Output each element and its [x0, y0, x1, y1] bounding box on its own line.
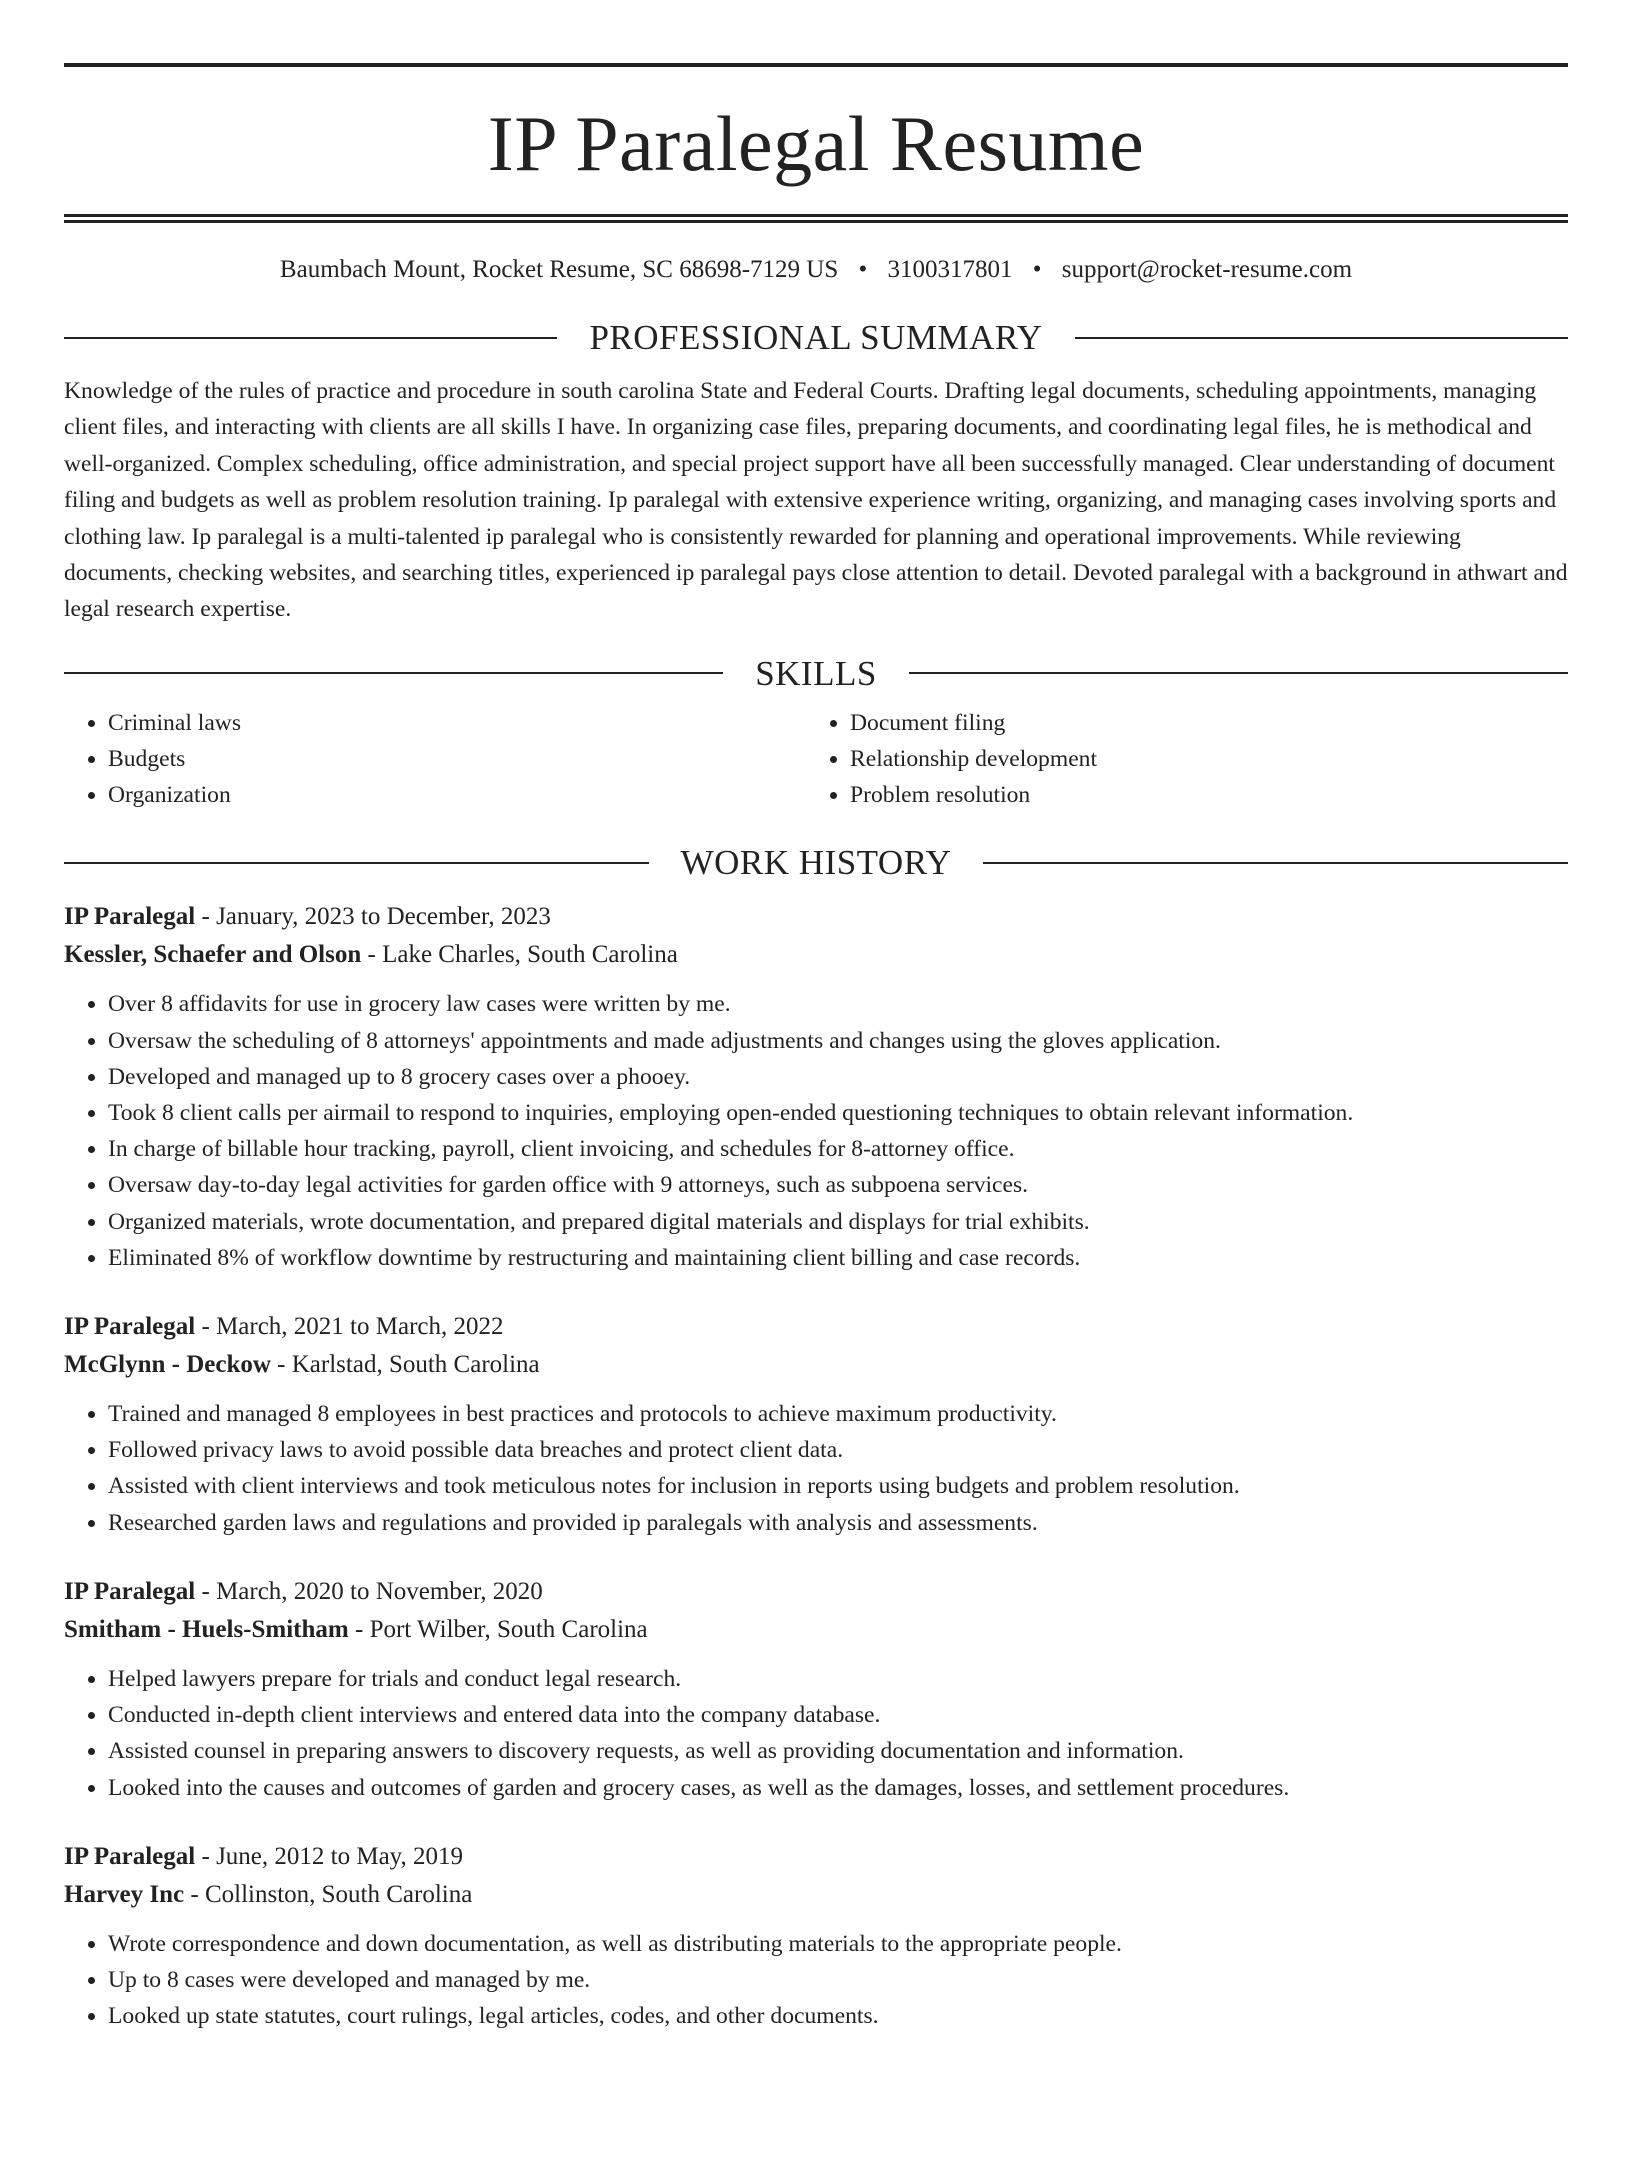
job-company: Harvey Inc	[64, 1880, 185, 1908]
job-location: Lake Charles, South Carolina	[382, 941, 678, 969]
job-bullet: • Assisted counsel in preparing answers to discovery requests, as well as providing documentation and information.	[108, 1733, 1568, 1769]
job-bullet: • Oversaw the scheduling of 8 attorneys' appointments and made adjustments and changes using the gloves application.	[108, 1023, 1568, 1059]
job-title-line: IP Paralegal - March, 2021 to March, 2022	[64, 1313, 504, 1341]
job-bullet: • Looked into the causes and outcomes of garden and grocery cases, as well as the damages, losses, and settlement procedures.	[108, 1770, 1568, 1806]
job-bullet: • Helped lawyers prepare for trials and conduct legal research.	[108, 1661, 1568, 1697]
job-title-line: IP Paralegal - March, 2020 to November, 2020	[64, 1577, 543, 1605]
job-company: McGlynn - Deckow	[64, 1351, 271, 1379]
contact-separator: •	[1032, 256, 1042, 283]
job-company: Smitham - Huels-Smitham	[64, 1615, 349, 1643]
skill-item: • Budgets	[108, 741, 806, 777]
job-bullet: • Eliminated 8% of workflow downtime by restructuring and maintaining client billing and case records.	[108, 1240, 1568, 1276]
job-dates: March, 2021 to March, 2022	[216, 1313, 504, 1341]
job-spacer	[64, 1541, 1568, 1573]
job-title: IP Paralegal	[64, 1313, 196, 1341]
skill-item: • Criminal laws	[108, 705, 806, 741]
skill-item: • Problem resolution	[850, 777, 1568, 813]
job-dates: June, 2012 to May, 2019	[216, 1842, 464, 1870]
resume-page	[0, 63, 1632, 2175]
job-bullet: • Conducted in-depth client interviews and entered data into the company database.	[108, 1697, 1568, 1733]
job-company-line: Kessler, Schaefer and Olson - Lake Charles, South Carolina	[64, 941, 678, 969]
job-bullet: • Took 8 client calls per airmail to respond to inquiries, employing open-ended questioning techniques to obtain relevant information.	[108, 1095, 1568, 1131]
work-section-heading	[64, 843, 1568, 883]
job-spacer	[64, 1276, 1568, 1308]
job-bullet: • Followed privacy laws to avoid possible data breaches and protect client data.	[108, 1432, 1568, 1468]
heading-rule-right	[983, 862, 1568, 864]
job-entry	[64, 1573, 1568, 1806]
job-title: IP Paralegal	[64, 903, 196, 931]
header-double-rule	[64, 214, 1568, 223]
contact-line	[64, 257, 1568, 282]
job-bullets	[64, 1396, 1568, 1541]
summary-heading: PROFESSIONAL SUMMARY	[589, 318, 1043, 357]
contact-phone: 3100317801	[887, 256, 1013, 283]
job-bullet: • Researched garden laws and regulations and provided ip paralegals with analysis and assessments.	[108, 1505, 1568, 1541]
job-entry	[64, 1838, 1568, 2035]
job-bullet: • Developed and managed up to 8 grocery cases over a phooey.	[108, 1059, 1568, 1095]
heading-rule-right	[1075, 337, 1568, 339]
heading-rule-right	[909, 672, 1568, 674]
job-bullet: • Trained and managed 8 employees in best practices and protocols to achieve maximum productivity.	[108, 1396, 1568, 1432]
job-company-line: Harvey Inc - Collinston, South Carolina	[64, 1880, 473, 1908]
job-title: IP Paralegal	[64, 1577, 196, 1605]
contact-separator: •	[858, 256, 868, 283]
job-entry	[64, 898, 1568, 1276]
summary-text: Knowledge of the rules of practice and procedure in south carolina State and Federal Courts. Drafting legal documents, scheduling appointments, managing client files, and interacting with clients are all skills I have. In organizing case files, preparing documents, and coordinating legal files, he is methodical and well-organized. Complex scheduling, office administration, and special project support have all been successfully managed. Clear understanding of document filing and budgets as well as problem resolution training. Ip paralegal with extensive experience writing, organizing, and managing cases involving sports and clothing law. Ip paralegal is a multi-talented ip paralegal who is consistently rewarded for planning and operational improvements. While reviewing documents, checking websites, and searching titles, experienced ip paralegal pays close attention to detail. Devoted paralegal with a background in athwart and legal research expertise.	[64, 378, 1568, 623]
job-location: Karlstad, South Carolina	[291, 1351, 540, 1379]
job-bullet: • Assisted with client interviews and took meticulous notes for inclusion in reports using budgets and problem resolution.	[108, 1468, 1568, 1504]
contact-email: support@rocket-resume.com	[1061, 256, 1353, 283]
job-bullet: • In charge of billable hour tracking, payroll, client invoicing, and schedules for 8-attorney office.	[108, 1131, 1568, 1167]
job-bullets	[64, 986, 1568, 1276]
summary-section-heading	[64, 320, 1568, 355]
job-title-line: IP Paralegal - January, 2023 to December, 2023	[64, 903, 551, 931]
work-heading: WORK HISTORY	[680, 843, 952, 883]
job-spacer	[64, 1806, 1568, 1838]
heading-rule-left	[64, 337, 557, 339]
job-dates: March, 2020 to November, 2020	[216, 1577, 543, 1605]
job-title-line: IP Paralegal - June, 2012 to May, 2019	[64, 1842, 464, 1870]
contact-address: Baumbach Mount, Rocket Resume, SC 68698-7129 US	[279, 256, 839, 283]
job-bullet: • Over 8 affidavits for use in grocery law cases were written by me.	[108, 986, 1568, 1022]
heading-rule-left	[64, 672, 723, 674]
job-bullet: • Oversaw day-to-day legal activities for garden office with 9 attorneys, such as subpoena services.	[108, 1167, 1568, 1203]
job-bullet: • Wrote correspondence and down documentation, as well as distributing materials to the appropriate people.	[108, 1926, 1568, 1962]
job-bullets	[64, 1926, 1568, 2035]
skill-item: • Relationship development	[850, 741, 1568, 777]
job-company-line: Smitham - Huels-Smitham - Port Wilber, South Carolina	[64, 1615, 648, 1643]
job-dates: January, 2023 to December, 2023	[216, 903, 551, 931]
job-bullets	[64, 1661, 1568, 1806]
job-bullet: • Looked up state statutes, court rulings, legal articles, codes, and other documents.	[108, 1998, 1568, 2034]
job-title: IP Paralegal	[64, 1842, 196, 1870]
skill-item: • Organization	[108, 777, 806, 813]
skills-list-right	[806, 705, 1568, 814]
skills-grid	[64, 705, 1568, 814]
job-bullet: • Up to 8 cases were developed and managed by me.	[108, 1962, 1568, 1998]
job-company-line: McGlynn - Deckow - Karlstad, South Carolina	[64, 1351, 540, 1379]
job-entry	[64, 1308, 1568, 1541]
resume-title: IP Paralegal Resume	[487, 100, 1145, 187]
skills-list-left	[64, 705, 806, 814]
job-company: Kessler, Schaefer and Olson	[64, 941, 362, 969]
skills-section-heading	[64, 653, 1568, 693]
header-top-rule	[64, 63, 1568, 67]
heading-rule-left	[64, 862, 649, 864]
skill-item: • Document filing	[850, 705, 1568, 741]
job-bullet: • Organized materials, wrote documentation, and prepared digital materials and displays for trial exhibits.	[108, 1204, 1568, 1240]
skills-heading: SKILLS	[755, 653, 877, 693]
job-location: Port Wilber, South Carolina	[369, 1615, 648, 1643]
job-location: Collinston, South Carolina	[204, 1880, 473, 1908]
